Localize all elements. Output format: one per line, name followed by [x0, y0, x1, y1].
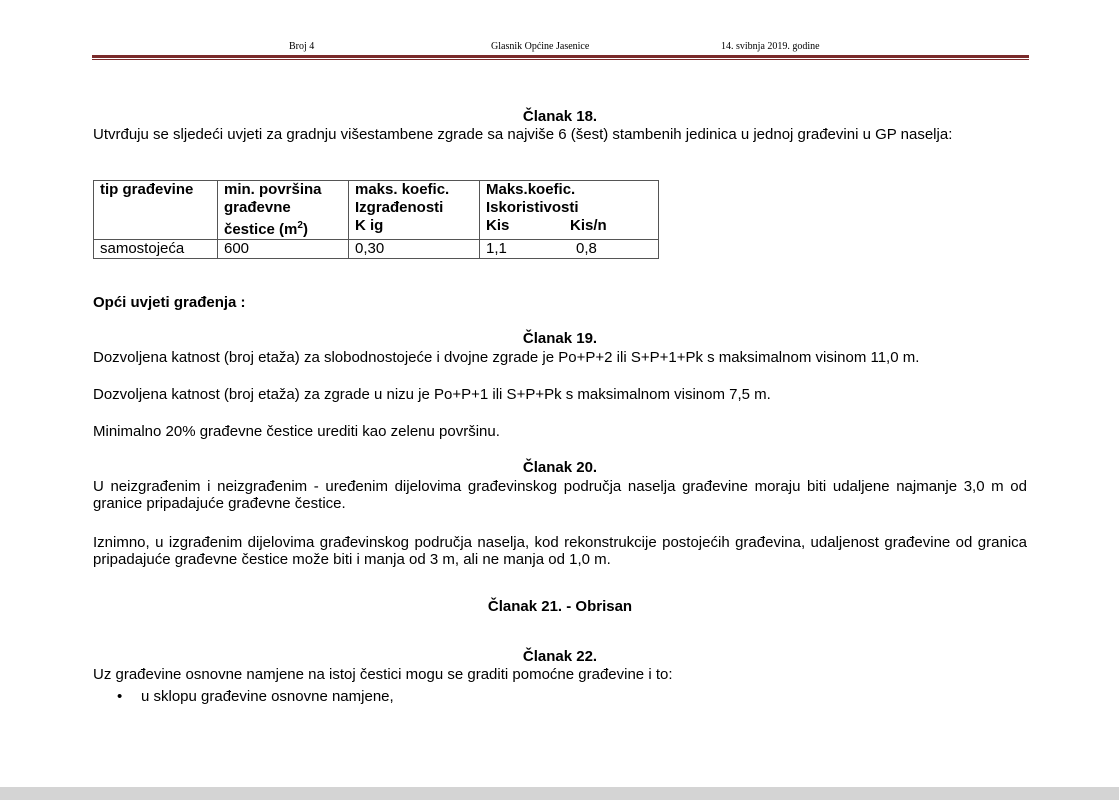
page-header — [0, 40, 1119, 54]
issue-number: Broj 4 — [289, 41, 315, 52]
col-kis-header-line1: Maks.koefic. — [486, 181, 576, 198]
col-type-header — [94, 181, 218, 240]
col-area-header-unit: čestice (m — [224, 221, 298, 238]
col-kisn-label: Kis/n — [570, 217, 607, 234]
header-rule-thin — [92, 59, 1029, 60]
col-kis-header-sub — [486, 217, 652, 235]
header-rule — [92, 55, 1029, 58]
article-19-title: Članak 19. — [522, 330, 598, 347]
publication-title: Glasnik Općine Jasenice — [491, 41, 590, 52]
col-area-header-line1: min. površina — [224, 181, 322, 198]
article-19-paragraph-1: Dozvoljena katnost (broj etaža) za slobodnostojeće i dvojne zgrade je Po+P+2 ili S+P+1+Pk s maksimalnom visinom 11,0 m. — [93, 349, 920, 366]
col-area-header-close: ) — [302, 221, 308, 238]
general-conditions-heading: Opći uvjeti građenja : — [93, 294, 246, 311]
col-kig-header — [349, 181, 480, 240]
cell-type: samostojeća — [94, 240, 218, 259]
col-area-header-line2: građevne — [224, 199, 291, 216]
col-kig-header-line3: K ig — [355, 217, 384, 234]
article-22-text: Uz građevine osnovne namjene na istoj čestici mogu se graditi pomoćne građevine i to: — [93, 666, 673, 683]
cell-kis-sub — [486, 240, 652, 258]
cell-kis: 1,1 — [486, 240, 507, 257]
cell-kig: 0,30 — [349, 240, 480, 259]
cell-kis-group — [480, 240, 659, 259]
article-20-paragraph-1: U neizgrađenim i neizgrađenim - uređenim dijelovima građevinskog područja naselja građevine moraju biti udaljene najmanje 3,0 m od granice pripadajuće građevne čestice. — [93, 478, 1027, 512]
cell-area: 600 — [218, 240, 349, 259]
col-kig-header-line2: Izgrađenosti — [355, 199, 444, 216]
article-22-title: Članak 22. — [522, 648, 598, 665]
article-22-list — [93, 688, 394, 705]
col-kig-header-line1: maks. koefic. — [355, 181, 450, 198]
table-header-row — [94, 181, 659, 240]
col-area-header-sup: 2 — [297, 220, 303, 231]
article-21-title: Članak 21. - Obrisan — [487, 598, 633, 615]
col-kis-label: Kis — [486, 217, 510, 234]
col-area-header-line3 — [224, 217, 342, 239]
list-item: • u sklopu građevine osnovne namjene, — [93, 688, 394, 705]
building-conditions-table — [93, 180, 659, 259]
col-area-header — [218, 181, 349, 240]
article-19-paragraph-3: Minimalno 20% građevne čestice urediti kao zelenu površinu. — [93, 423, 500, 440]
article-18-title: Članak 18. — [522, 108, 598, 125]
col-kis-header — [480, 181, 659, 240]
cell-kisn: 0,8 — [576, 240, 597, 257]
article-20-paragraph-2: Iznimno, u izgrađenim dijelovima građevinskog područja naselja, kod rekonstrukcije postojećih građevina, udaljenost građevine od granica pripadajuće građevne čestice može biti i manja od 3 m, ali ne manja od 1,0 m. — [93, 534, 1027, 568]
issue-date: 14. svibnja 2019. godine — [721, 41, 820, 52]
col-type-header-label: tip građevine — [100, 181, 194, 198]
article-18-text: Utvrđuju se sljedeći uvjeti za gradnju višestambene zgrade sa najviše 6 (šest) stambenih jedinica u jednoj građevini u GP naselja: — [93, 126, 953, 143]
article-19-paragraph-2: Dozvoljena katnost (broj etaža) za zgrade u nizu je Po+P+1 ili S+P+Pk s maksimalnom visinom 7,5 m. — [93, 386, 771, 403]
viewer-bottom-bar — [0, 787, 1119, 800]
table-row — [94, 240, 659, 259]
article-20-title: Članak 20. — [522, 459, 598, 476]
col-kis-header-line2: Iskoristivosti — [486, 199, 579, 216]
